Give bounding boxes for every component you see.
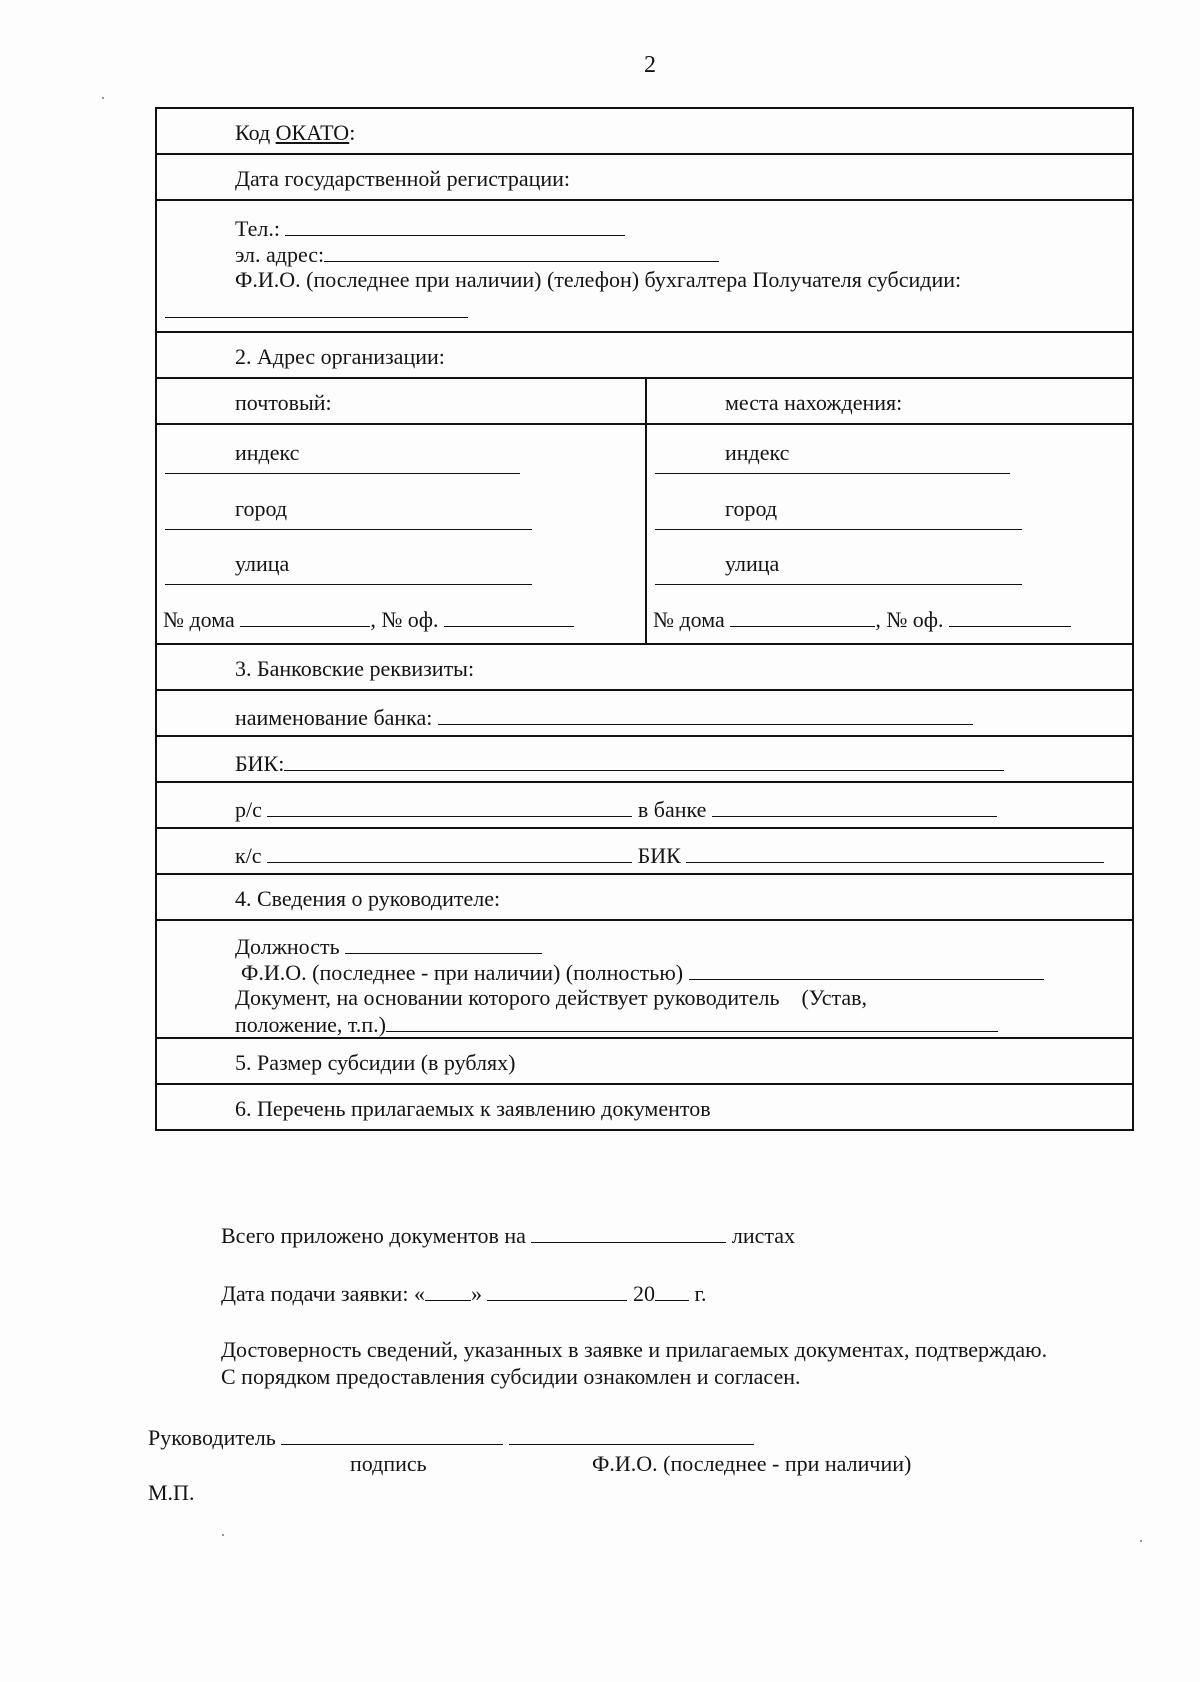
email-field[interactable] [324, 241, 719, 262]
location-house-field[interactable] [730, 606, 875, 627]
bik2-label: БИК [637, 843, 681, 868]
date-prefix: Дата подачи заявки: « [221, 1281, 425, 1306]
document-line-1 [235, 985, 867, 1011]
bik-row [156, 736, 1133, 782]
subsidy-amount-cell [156, 1038, 1133, 1084]
bik-field[interactable] [284, 750, 1004, 771]
postal-index-label: индекс [235, 440, 300, 465]
address-body-row [156, 424, 1133, 644]
location-street-field[interactable] [655, 584, 1022, 585]
accountant-field[interactable] [165, 297, 468, 318]
postal-street-field[interactable] [165, 584, 532, 585]
document-field[interactable] [386, 1011, 998, 1032]
email-line [235, 241, 719, 268]
bik2-field[interactable] [686, 842, 1104, 863]
bank-title-cell [156, 644, 1133, 690]
bik-line [157, 737, 1132, 775]
accountant-label: Ф.И.О. (последнее при наличии) (телефон) бухгалтера Получателя субсидии: [235, 267, 962, 292]
registration-date-row [156, 154, 1133, 200]
bank-title-row [156, 644, 1133, 690]
attached-suffix: листах [731, 1223, 796, 1248]
subsidy-amount-label: 5. Размер субсидии (в рублях) [235, 1050, 516, 1075]
account-field[interactable] [267, 796, 632, 817]
in-bank-label: в банке [637, 797, 707, 822]
postal-street-label: улица [235, 551, 290, 576]
manager-title-row [156, 874, 1133, 920]
location-city-field[interactable] [655, 529, 1022, 530]
postal-header-cell [156, 378, 646, 424]
documents-list-label: 6. Перечень прилагаемых к заявлению документов [235, 1096, 711, 1121]
bik-label: БИК: [235, 751, 285, 776]
attached-prefix: Всего приложено документов на [221, 1223, 526, 1248]
location-city-label: город [725, 496, 778, 521]
in-bank-field[interactable] [712, 796, 997, 817]
document-line-2 [235, 1011, 998, 1038]
document-label-2: положение, т.п.) [235, 1012, 386, 1037]
manager-title-cell [156, 874, 1133, 920]
confirm-line-1: Достоверность сведений, указанных в заявке и прилагаемых документах, подтверждаю. [221, 1337, 1048, 1362]
date-year-field[interactable] [655, 1280, 689, 1301]
address-header-row [156, 378, 1133, 424]
signature-field[interactable] [281, 1424, 503, 1445]
postal-city-field[interactable] [165, 529, 532, 530]
attached-docs-line [221, 1222, 795, 1249]
address-title-row [156, 332, 1133, 378]
bik-cell [156, 736, 1133, 782]
location-index-field[interactable] [655, 473, 1010, 474]
account-line [157, 783, 1132, 821]
okato-label [157, 109, 1132, 144]
document-label-1: Документ, на основании которого действует руководитель [235, 985, 780, 1010]
documents-list-cell [156, 1084, 1133, 1130]
scan-speck [222, 1534, 224, 1536]
position-line [235, 933, 542, 960]
date-month-field[interactable] [487, 1280, 627, 1301]
full-name-line [241, 959, 1044, 986]
page-number: 2 [644, 52, 656, 78]
bank-name-cell [156, 690, 1133, 736]
signature-caption: подпись [350, 1451, 427, 1476]
location-house-label: № дома [653, 607, 725, 632]
address-title-cell [156, 332, 1133, 378]
location-address-cell [646, 424, 1133, 644]
full-name-label: Ф.И.О. (последнее - при наличии) (полностью) [241, 960, 684, 985]
corr-account-field[interactable] [267, 842, 632, 863]
location-header-cell [646, 378, 1133, 424]
account-label: р/с [235, 797, 262, 822]
manager-signature-line [148, 1424, 754, 1451]
location-office-label: , № оф. [875, 607, 944, 632]
okato-cell [156, 108, 1133, 154]
location-street-label: улица [725, 551, 780, 576]
corr-account-line [157, 829, 1132, 867]
address-title: 2. Адрес организации: [235, 344, 445, 369]
name-caption: Ф.И.О. (последнее - при наличии) [592, 1451, 912, 1476]
bank-name-label: наименование банка: [235, 705, 433, 730]
position-field[interactable] [345, 933, 542, 954]
signature-name-field[interactable] [509, 1424, 754, 1445]
full-name-field[interactable] [689, 959, 1044, 980]
bank-title: 3. Банковские реквизиты: [235, 656, 475, 681]
confirm-line-2: С порядком предоставления субсидии ознакомлен и согласен. [221, 1364, 801, 1389]
okato-colon: : [349, 120, 356, 145]
contacts-cell [156, 200, 1133, 332]
postal-city-label: город [235, 496, 288, 521]
date-quote-close: » [470, 1281, 482, 1306]
documents-list-row [156, 1084, 1133, 1130]
location-office-field[interactable] [949, 606, 1071, 627]
document-label-1-tail: (Устав, [801, 985, 868, 1010]
scan-speck [102, 97, 104, 99]
corr-account-label: к/с [235, 843, 262, 868]
okato-prefix: Код [235, 120, 276, 145]
application-form-table [155, 107, 1134, 1131]
date-suffix: г. [694, 1281, 707, 1306]
date-year-prefix: 20 [632, 1281, 655, 1306]
manager-details-row [156, 920, 1133, 1038]
account-row [156, 782, 1133, 828]
postal-house-line [163, 606, 574, 633]
phone-label: Тел.: [235, 216, 280, 241]
okato-abbr: ОКАТО [275, 120, 350, 145]
postal-header: почтовый: [235, 390, 332, 415]
position-label: Должность [235, 934, 340, 959]
manager-details-cell [156, 920, 1133, 1038]
submission-date-line [221, 1280, 707, 1307]
registration-date-cell [156, 154, 1133, 200]
date-day-field[interactable] [425, 1280, 471, 1301]
postal-office-label: , № оф. [370, 607, 439, 632]
postal-address-cell [156, 424, 646, 644]
postal-house-label: № дома [163, 607, 235, 632]
okato-row [156, 108, 1133, 154]
scan-speck [1140, 1540, 1142, 1542]
stamp-label: М.П. [148, 1480, 195, 1505]
accountant-line [235, 267, 961, 293]
account-cell [156, 782, 1133, 828]
bank-name-field[interactable] [438, 704, 973, 725]
contacts-row [156, 200, 1133, 332]
postal-office-field[interactable] [444, 606, 574, 627]
registration-date-label: Дата государственной регистрации: [235, 166, 571, 191]
corr-account-row [156, 828, 1133, 874]
phone-field[interactable] [285, 215, 625, 236]
phone-line [235, 215, 625, 242]
bank-name-line [157, 691, 1132, 729]
location-header: места нахождения: [725, 390, 903, 415]
manager-title: 4. Сведения о руководителе: [235, 886, 501, 911]
bank-name-row [156, 690, 1133, 736]
attached-count-field[interactable] [531, 1222, 726, 1243]
manager-signature-label: Руководитель [148, 1425, 276, 1450]
subsidy-amount-row [156, 1038, 1133, 1084]
postal-index-field[interactable] [165, 473, 520, 474]
location-house-line [653, 606, 1071, 633]
location-index-label: индекс [725, 440, 790, 465]
corr-account-cell [156, 828, 1133, 874]
postal-house-field[interactable] [240, 606, 370, 627]
email-label: эл. адрес: [235, 242, 325, 267]
